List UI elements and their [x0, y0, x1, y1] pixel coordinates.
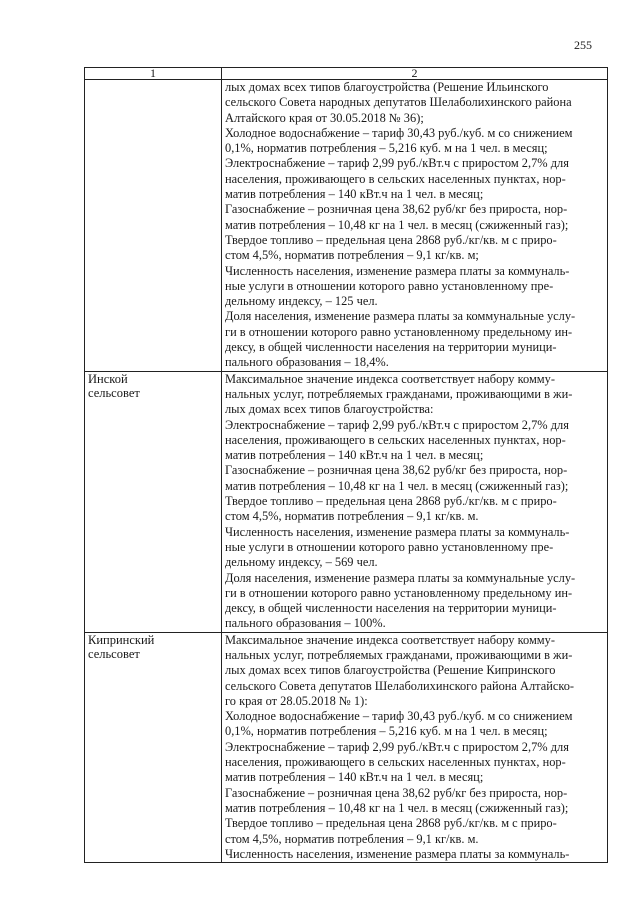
text-line: матив потребления – 140 кВт.ч на 1 чел. в месяц; [225, 448, 484, 463]
text-line: Твердое топливо – предельная цена 2868 руб./кг/кв. м с приро- [225, 232, 557, 247]
text-line: лых домах всех типов благоустройства: [225, 402, 434, 417]
text-line: сельского Совета народных депутатов Шелаболихинского района [225, 95, 572, 110]
text-line: дельному индексу, – 569 чел. [225, 555, 378, 570]
table-row [85, 80, 608, 372]
text-line: Максимальное значение индекса соответствует набору комму- [225, 371, 555, 386]
text-line: населения, проживающего в сельских населенных пунктах, нор- [225, 755, 566, 770]
column-header-1: 1 [85, 68, 222, 80]
text-line: дексу, в общей численности населения на территории муници- [225, 601, 557, 616]
text-line: 0,1%, норматив потребления – 5,216 куб. м на 1 чел. в месяц; [225, 141, 548, 156]
text-line: Численность населения, изменение размера платы за коммуналь- [225, 263, 570, 278]
text-line: го края от 28.05.2018 № 1): [225, 693, 368, 708]
text-line: Твердое топливо – предельная цена 2868 руб./кг/кв. м с приро- [225, 816, 557, 831]
text-line: нальных услуг, потребляемых гражданами, проживающими в жи- [225, 386, 573, 401]
text-line: стом 4,5%, норматив потребления – 9,1 кг/кв. м. [225, 509, 479, 524]
text-line: Доля населения, изменение размера платы за коммунальные услу- [225, 570, 576, 585]
text-line: населения, проживающего в сельских населенных пунктах, нор- [225, 432, 566, 447]
text-line: лых домах всех типов благоустройства (Решение Кипринского [225, 663, 556, 678]
text-line: Доля населения, изменение размера платы за коммунальные услу- [225, 309, 576, 324]
text-line: пального образования – 18,4%. [225, 355, 389, 370]
description-cell [222, 371, 608, 632]
municipality-name-line: Инской [88, 371, 128, 386]
text-line: пального образования – 100%. [225, 616, 386, 631]
text-line: стом 4,5%, норматив потребления – 9,1 кг/кв. м. [225, 831, 479, 846]
text-line: Электроснабжение – тариф 2,99 руб./кВт.ч с приростом 2,7% для [225, 417, 569, 432]
municipality-name-cell [85, 632, 222, 862]
text-line: нальных услуг, потребляемых гражданами, проживающими в жи- [225, 647, 573, 662]
text-line: Газоснабжение – розничная цена 38,62 руб/кг без прироста, нор- [225, 785, 568, 800]
text-line: дельному индексу, – 125 чел. [225, 294, 378, 309]
text-line: Алтайского края от 30.05.2018 № 36); [225, 110, 424, 125]
text-line: матив потребления – 10,48 кг на 1 чел. в месяц (сжиженный газ); [225, 800, 569, 815]
description-cell [222, 80, 608, 372]
text-line: 0,1%, норматив потребления – 5,216 куб. м на 1 чел. в месяц; [225, 724, 548, 739]
text-line: сельского Совета депутатов Шелаболихинского района Алтайско- [225, 678, 575, 693]
table-row [85, 632, 608, 862]
municipality-name-line: сельсовет [88, 646, 140, 661]
table-header-row [85, 68, 608, 80]
text-line: ги в отношении которого равно установленному предельному ин- [225, 585, 573, 600]
text-line: матив потребления – 10,48 кг на 1 чел. в месяц (сжиженный газ); [225, 217, 569, 232]
text-line: Электроснабжение – тариф 2,99 руб./кВт.ч с приростом 2,7% для [225, 739, 569, 754]
text-line: Холодное водоснабжение – тариф 30,43 руб./куб. м со снижением [225, 709, 573, 724]
text-line: Холодное водоснабжение – тариф 30,43 руб./куб. м со снижением [225, 125, 573, 140]
text-line: Численность населения, изменение размера платы за коммуналь- [225, 524, 570, 539]
document-table [84, 67, 608, 863]
municipality-name-line: Кипринский [88, 632, 155, 647]
text-line: Максимальное значение индекса соответствует набору комму- [225, 632, 555, 647]
text-line: Газоснабжение – розничная цена 38,62 руб/кг без прироста, нор- [225, 202, 568, 217]
table-row [85, 371, 608, 632]
text-line: дексу, в общей численности населения на территории муници- [225, 340, 557, 355]
text-line: Твердое топливо – предельная цена 2868 руб./кг/кв. м с приро- [225, 494, 557, 509]
text-line: матив потребления – 140 кВт.ч на 1 чел. в месяц; [225, 770, 484, 785]
text-line: населения, проживающего в сельских населенных пунктах, нор- [225, 171, 566, 186]
municipality-name-cell [85, 371, 222, 632]
page-number: 255 [574, 38, 592, 52]
text-line: стом 4,5%, норматив потребления – 9,1 кг/кв. м; [225, 248, 479, 263]
text-line: ные услуги в отношении которого равно установленному пре- [225, 278, 554, 293]
text-line: лых домах всех типов благоустройства (Решение Ильинского [225, 80, 549, 94]
text-line: Численность населения, изменение размера платы за коммуналь- [225, 846, 570, 861]
text-line: ные услуги в отношении которого равно установленному пре- [225, 539, 554, 554]
text-line: матив потребления – 140 кВт.ч на 1 чел. в месяц; [225, 187, 484, 202]
description-cell [222, 632, 608, 862]
text-line: ги в отношении которого равно установленному предельному ин- [225, 324, 573, 339]
text-line: Электроснабжение – тариф 2,99 руб./кВт.ч с приростом 2,7% для [225, 156, 569, 171]
text-line: матив потребления – 10,48 кг на 1 чел. в месяц (сжиженный газ); [225, 478, 569, 493]
text-line: Газоснабжение – розничная цена 38,62 руб/кг без прироста, нор- [225, 463, 568, 478]
column-header-2: 2 [222, 68, 608, 80]
municipality-name-cell [85, 80, 222, 372]
municipality-name-line: сельсовет [88, 385, 140, 400]
